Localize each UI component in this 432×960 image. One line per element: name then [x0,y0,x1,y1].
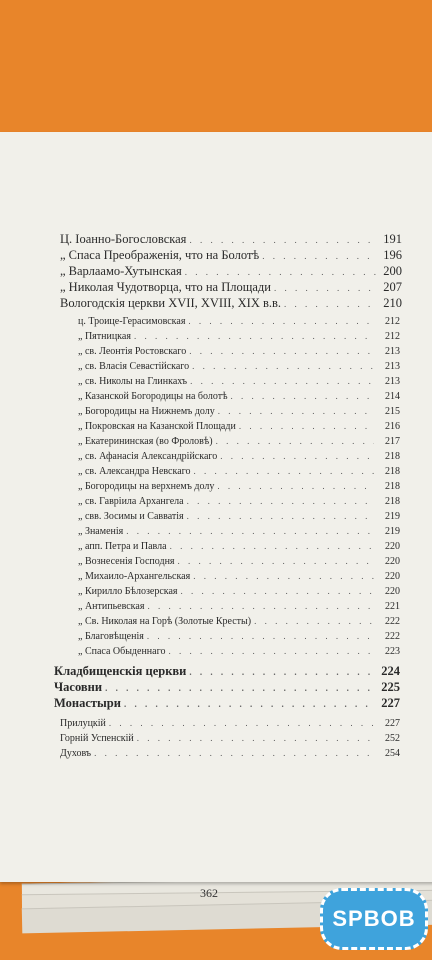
toc-entry-page: 220 [385,541,400,552]
toc-entry [78,361,400,372]
toc-entry-page: 218 [385,466,400,477]
toc-entry [78,316,400,327]
toc-entry-page: 210 [383,296,402,310]
toc-entry [78,346,400,357]
toc-entry-title: „ Михаило-Архангельская [78,571,191,582]
toc-entry-page: 191 [383,232,402,246]
leader-dots [178,556,374,566]
toc-entry-page: 254 [385,748,400,759]
toc-entry [78,511,400,522]
toc-entry-title: Вологодскія церкви XVII, XVIII, XIX в.в. [60,296,282,310]
toc-entry [78,601,400,612]
toc-entry-page: 216 [385,421,400,432]
leader-dots [218,406,374,416]
toc-entry-title: ц. Троице-Герасимовская [78,316,186,327]
toc-entry-title: „ Богородицы на Нижнемъ долу [78,406,215,417]
leader-dots [189,235,376,245]
toc-entry-page: 252 [385,733,400,744]
toc-entry-title: „ Спаса Обыденнаго [78,646,166,657]
toc-entry-title: „ св. Власія Севастійскаго [78,361,190,372]
toc-entry-title: Ц. Іоанно-Богословская [60,232,187,246]
toc-entry-title: „ св. Леонтія Ростовскаго [78,346,187,357]
toc-entry [78,406,400,417]
page-number: 362 [200,886,218,900]
toc-entry-title: „ Николая Чудотворца, что на Площади [60,280,271,294]
leader-dots [94,748,374,758]
toc-entry [78,586,400,597]
toc-entry [78,466,400,477]
leader-dots [137,733,374,743]
toc-entry [60,748,400,759]
toc-entry-page: 222 [385,616,400,627]
toc-entry-page: 224 [381,664,400,678]
toc-entry-title: Горній Успенскій [60,733,134,744]
toc-entry-page: 218 [385,496,400,507]
leader-dots [189,346,374,356]
toc-entry-title: „ Вознесенія Господня [78,556,175,567]
toc-entry-page: 196 [383,248,402,262]
toc-entry [78,571,400,582]
leader-dots [105,683,374,693]
toc-entry-page: 220 [385,571,400,582]
toc-section [54,664,400,679]
toc-entry [78,331,400,342]
toc-entry-title: „ апп. Петра и Павла [78,541,167,552]
toc-entry-page: 218 [385,481,400,492]
toc-entry [78,526,400,537]
toc-entry-title: „ Варлаамо-Хутынская [60,264,182,278]
toc-entry-title: „ Знаменія [78,526,124,537]
toc-entry-title: „ св. Гавріила Архангела [78,496,184,507]
toc-entry-title: „ Казанской Богородицы на болотѣ [78,391,228,402]
toc-entry-page: 213 [385,346,400,357]
leader-dots [220,451,374,461]
toc-entry-title: „ Антипьевская [78,601,145,612]
leader-dots [189,667,374,677]
toc-entry [60,280,402,295]
toc-entry-page: 214 [385,391,400,402]
toc-entry-title: Монастыри [54,696,121,710]
toc-entry-page: 220 [385,556,400,567]
toc-entry [60,718,400,729]
toc-entry-page: 217 [385,436,400,447]
leader-dots [217,481,374,491]
toc-entry-page: 213 [385,361,400,372]
toc-entry [60,296,402,311]
leader-dots [126,526,374,536]
toc-entry [78,376,400,387]
toc-section [54,696,400,711]
leader-dots [216,436,374,446]
leader-dots [181,586,374,596]
toc-entry-title: „ Екатерининская (во Фроловѣ) [78,436,213,447]
toc-entry-title: Часовни [54,680,103,694]
toc-entry [60,733,400,744]
leader-dots [185,267,376,277]
toc-entry [78,541,400,552]
toc-entry-page: 215 [385,406,400,417]
leader-dots [274,283,376,293]
toc-entry-page: 213 [385,376,400,387]
toc-entry [78,481,400,492]
toc-entry [78,436,400,447]
toc-entry-page: 227 [381,696,400,710]
toc-entry-page: 223 [385,646,400,657]
leader-dots [231,391,374,401]
toc-entry-title: „ Покровская на Казанской Площади [78,421,236,432]
leader-dots [134,331,374,341]
leader-dots [168,646,374,656]
toc-entry-page: 227 [385,718,400,729]
leader-dots [262,251,376,261]
leader-dots [284,299,376,309]
leader-dots [190,376,374,386]
toc-entry-title: „ св. Николы на Глинкахъ [78,376,188,387]
toc-entry-title: „ Пятницкая [78,331,131,342]
leader-dots [194,466,375,476]
toc-entry [60,232,402,247]
toc-entry-page: 219 [385,511,400,522]
book-page [0,132,432,900]
leader-dots [147,631,374,641]
leader-dots [188,316,374,326]
watermark-badge: SPBOB [320,888,428,950]
toc-entry [60,264,402,279]
toc-entry-title: „ Кирилло Бѣлозерская [78,586,178,597]
toc-entry-title: „ св. Афанасія Александрійскаго [78,451,218,462]
leader-dots [254,616,374,626]
leader-dots [192,361,374,371]
toc-entry-title: „ Благовѣщенія [78,631,144,642]
toc-entry-page: 219 [385,526,400,537]
toc-entry [60,248,402,263]
toc-entry-title: Кладбищенскія церкви [54,664,187,678]
toc-section [54,680,400,695]
toc-entry [78,391,400,402]
leader-dots [239,421,374,431]
toc-entry [78,646,400,657]
leader-dots [187,511,374,521]
toc-entry-page: 221 [385,601,400,612]
toc-entry-title: „ свв. Зосимы и Савватія [78,511,184,522]
leader-dots [187,496,374,506]
toc-entry [78,616,400,627]
toc-entry-title: „ Св. Николая на Горѣ (Золотые Кресты) [78,616,252,627]
toc-entry-page: 200 [383,264,402,278]
toc-entry [78,556,400,567]
toc-entry-title: „ св. Александра Невскаго [78,466,191,477]
toc-entry-page: 218 [385,451,400,462]
toc-entry-title: Прилуцкій [60,718,106,729]
toc-entry-page: 207 [383,280,402,294]
leader-dots [193,571,374,581]
toc-entry [78,631,400,642]
toc-entry-title: Духовъ [60,748,92,759]
toc-entry-title: „ Богородицы на верхнемъ долу [78,481,215,492]
toc-entry-page: 222 [385,631,400,642]
toc-entry-page: 225 [381,680,400,694]
toc-entry [78,496,400,507]
toc-entry [78,421,400,432]
toc-entry-page: 220 [385,586,400,597]
toc-entry-title: „ Спаса Преображенія, что на Болотѣ [60,248,260,262]
leader-dots [124,699,374,709]
leader-dots [109,718,374,728]
toc-entry [78,451,400,462]
toc-entry-page: 212 [385,316,400,327]
toc-entry-page: 212 [385,331,400,342]
leader-dots [170,541,374,551]
leader-dots [147,601,374,611]
